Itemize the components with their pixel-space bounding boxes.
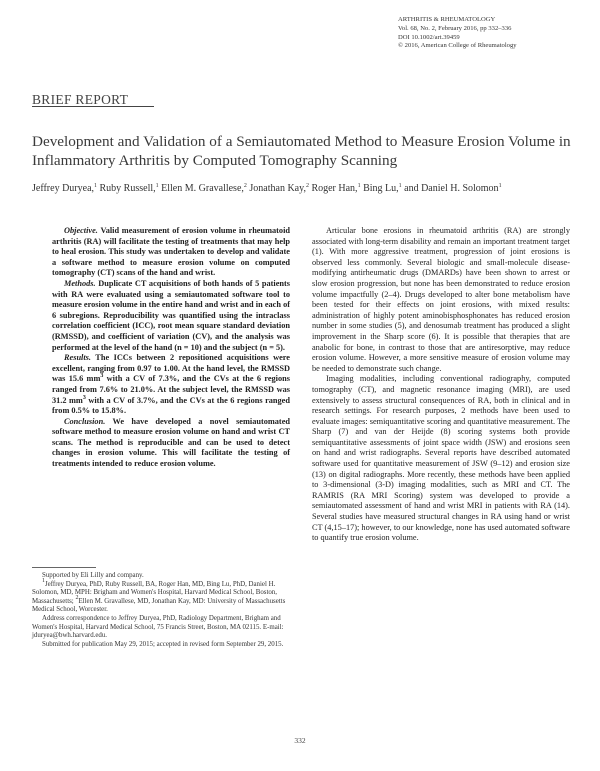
journal-copyright: © 2016, American College of Rheumatology: [398, 42, 517, 50]
page-number: 332: [294, 736, 306, 745]
abstract-methods: Methods. Duplicate CT acquisitions of both hands of 5 patients with RA were evaluated using a semiautomated software tool to measure erosion volume in the entire hand and wrist and in each of 6 subregions. Reproducibility was quantified using the intraclass correlation coefficient (ICC), root mean square standard deviation (RMSSD), and coefficient of variation (CV), and the analysis was performed at the level of the hand (n = 10) and the subject (n = 5).: [52, 278, 290, 352]
author-list: Jeffrey Duryea,$^1$ Ruby Russell,$^1$ Ellen M. Gravallese,$^2$ Jonathan Kay,$^2$ Roger Han,$^1$ Bing Lu,$^1$ and Daniel H. Solomon$^1$: [32, 183, 502, 194]
abstract-results: Results. The ICCs between 2 repositioned acquisitions were excellent, ranging from 0.97 to 1.00. At the hand level, the RMSSD was 15.6 $mm^3$ with a CV of 7.3%, and the CVs at the 6 regions ranged from 7.6% to 21.0%. At the subject level, the RMSSD was 31.2 $mm^3$ with a CV of 3.7%, and the CVs at the 6 regions ranged from 0.5% to 15.8%.: [52, 353, 290, 416]
author: Bing Lu,: [363, 183, 399, 194]
footnotes: [32, 572, 290, 649]
journal-header: [398, 16, 588, 51]
journal-volume: Vol. 68, No. 2, February 2016, pp 332–336: [398, 24, 512, 32]
abstract-objective: Objective. Valid measurement of erosion volume in rheumatoid arthritis (RA) will facilitate the testing of treatments that may help to heal erosion. This study was undertaken to develop and validate a software method to measure erosion volume on computed tomography (CT) scans of the hand and wrist.: [52, 226, 290, 278]
author: Ellen M. Gravallese,: [161, 183, 244, 194]
article-title: Development and Validation of a Semiautomated Method to Measure Erosion Volume in Inflammatory Arthritis by Computed Tomography Scanning: [32, 133, 571, 169]
author: Jonathan Kay,: [249, 183, 306, 194]
body-paragraph: Imaging modalities, including conventional radiography, computed tomography (CT), and magnetic resonance imaging (MRI), are used extensively to assess structural consequences of RA, both in clinical and in research settings. For research purposes, 2 methods have been used to evaluate images: semiquantitative scoring and quantitative measurement. The Sharp (7) and van der Heijde (8) scoring systems both provide semiquantitative assessments of joint space width (JSW) and erosions seen on hand and wrist radiographs. Several reports have described automated software used for quantitative measurement of JSW (9–12) and erosion size (13) on digital radiographs. More recently, these methods have been applied to 3-dimensional (3-D) imaging modalities, such as MRI and CT. The RAMRIS (RA MRI Scoring) system was developed to provide a semiautomated assessment of hand and wrist MRI in patients with RA (14). Several studies have measured structural changes in RA using hand or wrist CT (4,15–17); however, to our knowledge, none has used automated software to quantify true erosion volume.: [312, 374, 570, 543]
footnote-submitted: Submitted for publication May 29, 2015; accepted in revised form September 29, 2015.: [42, 640, 284, 648]
body-paragraph: Articular bone erosions in rheumatoid arthritis (RA) are strongly associated with long-term disability and remain an important treatment target (1). With more aggressive treatment, progression of joint erosions is observed less commonly. Several biologic and small-molecule disease-modifying antirheumatic drugs (DMARDs) have been shown to arrest or slow erosion progression, but none has been demonstrated to reduce erosion volume impactfully (2–4). Drugs developed to alter bone metabolism have been tested for their effects on joint erosions, with mixed results: administration of highly potent aminobisphosphonates has reduced erosion number in some studies (5), and denosumab treatment has produced a slight improvement in the Sharp score (6). It is possible that therapies that are anabolic for bone, in contrast to those that are antiresorptive, may reduce erosion volume. However, a more sensitive measure of erosion volume may be needed to demonstrate such change.: [312, 226, 570, 373]
journal-doi: DOI 10.1002/art.39459: [398, 33, 460, 41]
body-text: [312, 226, 570, 544]
author: and Daniel H. Solomon: [404, 183, 499, 194]
abstract-conclusion: Conclusion. We have developed a novel semiautomated software method to measure erosion volume on hand and wrist CT scans. The method is reproducible and can be used to detect changes in erosion volume. This will facilitate the testing of treatments intended to reduce erosion volume.: [52, 416, 290, 469]
abstract: [52, 226, 290, 470]
section-label: BRIEF REPORT: [32, 92, 129, 107]
journal-name: ARTHRITIS & RHEUMATOLOGY: [398, 16, 496, 23]
footnote-support: Supported by Eli Lilly and company.: [42, 572, 144, 579]
section-rule: [32, 106, 154, 107]
author: Jeffrey Duryea,: [32, 183, 95, 194]
footnote-rule: [32, 567, 96, 568]
footnote-correspondence: Address correspondence to Jeffrey Duryea, PhD, Radiology Department, Brigham and Women's Hospital, Harvard Medical School, 75 Francis Street, Boston, MA 02115. E-mail: jduryea@bwh.harvard.edu.: [32, 614, 284, 640]
author: Roger Han,: [311, 183, 358, 194]
footnote-affiliations: $^1$Jeffrey Duryea, PhD, Ruby Russell, BA, Roger Han, MD, Bing Lu, PhD, Daniel H. Solomon, MD, MPH: Brigham and Women's Hospital, Harvard Medical School, Boston, Massachusetts; $^2$Ellen M. Gravallese, MD, Jonathan Kay, MD: University of Massachusetts Medical School, Worcester.: [32, 577, 286, 614]
author: Ruby Russell,: [99, 183, 156, 194]
